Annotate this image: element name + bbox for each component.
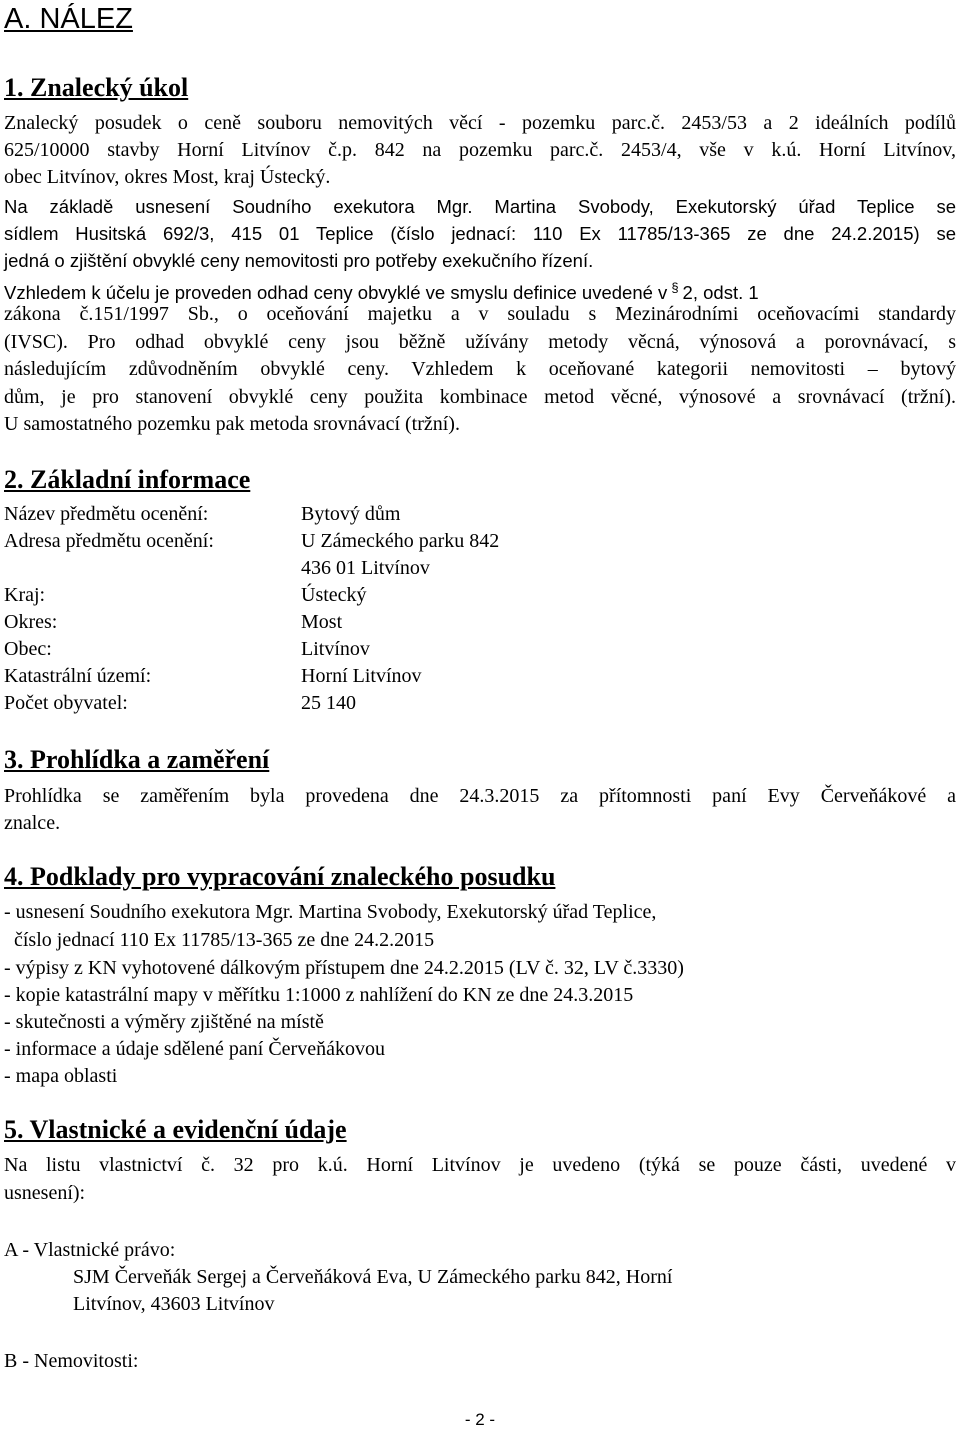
s1-line-1: Znalecký posudek o ceně souboru nemovitých věcí - pozemku parc.č. 2453/53 a 2 ideálních podílů: [4, 112, 956, 134]
page-heading: A. NÁLEZ: [4, 3, 133, 35]
section-4-title: 4. Podklady pro vypracování znaleckého posudku: [4, 862, 556, 891]
info-label-district: Okres:: [4, 611, 58, 633]
s1-line-12: U samostatného pozemku pak metoda srovnávací (tržní).: [4, 413, 460, 435]
section-1-title: 1. Znalecký úkol: [4, 73, 189, 102]
s1-line-3: obec Litvínov, okres Most, kraj Ústecký.: [4, 166, 331, 188]
info-value-name: Bytový dům: [301, 503, 401, 525]
s4-item-2: - výpisy z KN vyhotovené dálkovým přístupem dne 24.2.2015 (LV č. 32, LV č.3330): [4, 957, 684, 979]
info-label-municipality: Obec:: [4, 638, 52, 660]
s5-line-2: usnesení):: [4, 1182, 86, 1204]
info-label-population: Počet obyvatel:: [4, 692, 128, 714]
info-value-municipality: Litvínov: [301, 638, 370, 660]
s1-line-11: dům, je pro stanovení obvyklé ceny použita kombinace metod věcné, výnosové a srovnávací (tržní).: [4, 386, 956, 408]
s4-item-6: - mapa oblasti: [4, 1065, 118, 1087]
s5-line-1: Na listu vlastnictví č. 32 pro k.ú. Horní Litvínov je uvedeno (týká se pouze části, uvedené v: [4, 1154, 956, 1176]
s1-line-8: zákona č.151/1997 Sb., o oceňování majetku a v souladu s Mezinárodními oceňovacími standardy: [4, 303, 956, 325]
s4-item-4: - skutečnosti a výměry zjištěné na místě: [4, 1011, 324, 1033]
info-label-cadastral: Katastrální území:: [4, 665, 152, 687]
ownership-label: A - Vlastnické právo:: [4, 1239, 176, 1261]
info-label-address: Adresa předmětu ocenění:: [4, 530, 214, 552]
s4-item-1: - usnesení Soudního exekutora Mgr. Martina Svobody, Exekutorský úřad Teplice,: [4, 901, 657, 923]
property-label: B - Nemovitosti:: [4, 1350, 139, 1372]
info-label-name: Název předmětu ocenění:: [4, 503, 209, 525]
info-label-region: Kraj:: [4, 584, 46, 606]
info-value-district: Most: [301, 611, 343, 633]
s1-line-4: Na základě usnesení Soudního exekutora Mgr. Martina Svobody, Exekutorský úřad Teplice se: [4, 196, 956, 217]
section-2-title: 2. Základní informace: [4, 465, 251, 494]
s3-line-1: Prohlídka se zaměřením byla provedena dne 24.3.2015 za přítomnosti paní Evy Červeňákové a: [4, 785, 956, 807]
s3-line-2: znalce.: [4, 812, 61, 834]
info-value-cadastral: Horní Litvínov: [301, 665, 422, 687]
page-number: - 2 -: [464, 1410, 496, 1429]
section-5-title: 5. Vlastnické a evidenční údaje: [4, 1115, 347, 1144]
info-value-city: 436 01 Litvínov: [301, 557, 430, 579]
owner-line-2: Litvínov, 43603 Litvínov: [73, 1293, 275, 1315]
s1-line-7-text: Vzhledem k účelu je proveden odhad ceny obvyklé ve smyslu definice uvedené v: [4, 282, 668, 304]
s1-line-6: jedná o zjištění obvyklé ceny nemovitosti pro potřeby exekučního řízení.: [4, 250, 594, 271]
info-value-population: 25 140: [301, 692, 356, 714]
s4-item-5: - informace a údaje sdělené paní Červeňákovou: [4, 1038, 385, 1060]
info-value-region: Ústecký: [301, 584, 367, 606]
s1-line-2: 625/10000 stavby Horní Litvínov č.p. 842 na pozemku parc.č. 2453/4, vše v k.ú. Horní Litvínov,: [4, 139, 956, 161]
s4-item-1b: číslo jednací 110 Ex 11785/13-365 ze dne 24.2.2015: [4, 929, 435, 951]
owner-line-1: SJM Červeňák Sergej a Červeňáková Eva, U Zámeckého parku 842, Horní: [73, 1266, 673, 1288]
info-value-address: U Zámeckého parku 842: [301, 530, 500, 552]
s1-line-5: sídlem Husitská 692/3, 415 01 Teplice (číslo jednací: 110 Ex 11785/13-365 ze dne 24.2.2015) se: [4, 223, 956, 244]
s1-line-9: (IVSC). Pro odhad obvyklé ceny jsou běžně užívány metody věcná, výnosová a porovnávací, s: [4, 331, 956, 353]
s4-item-3: - kopie katastrální mapy v měřítku 1:1000 z nahlížení do KN ze dne 24.3.2015: [4, 984, 634, 1006]
section-3-title: 3. Prohlídka a zaměření: [4, 745, 270, 774]
s1-line-10: následujícím zdůvodněním obvyklé ceny. Vzhledem k oceňované kategorii nemovitosti – bytový: [4, 358, 956, 380]
s1-line-7-tail: 2, odst. 1: [682, 282, 759, 304]
paragraph-symbol: §: [671, 280, 679, 295]
